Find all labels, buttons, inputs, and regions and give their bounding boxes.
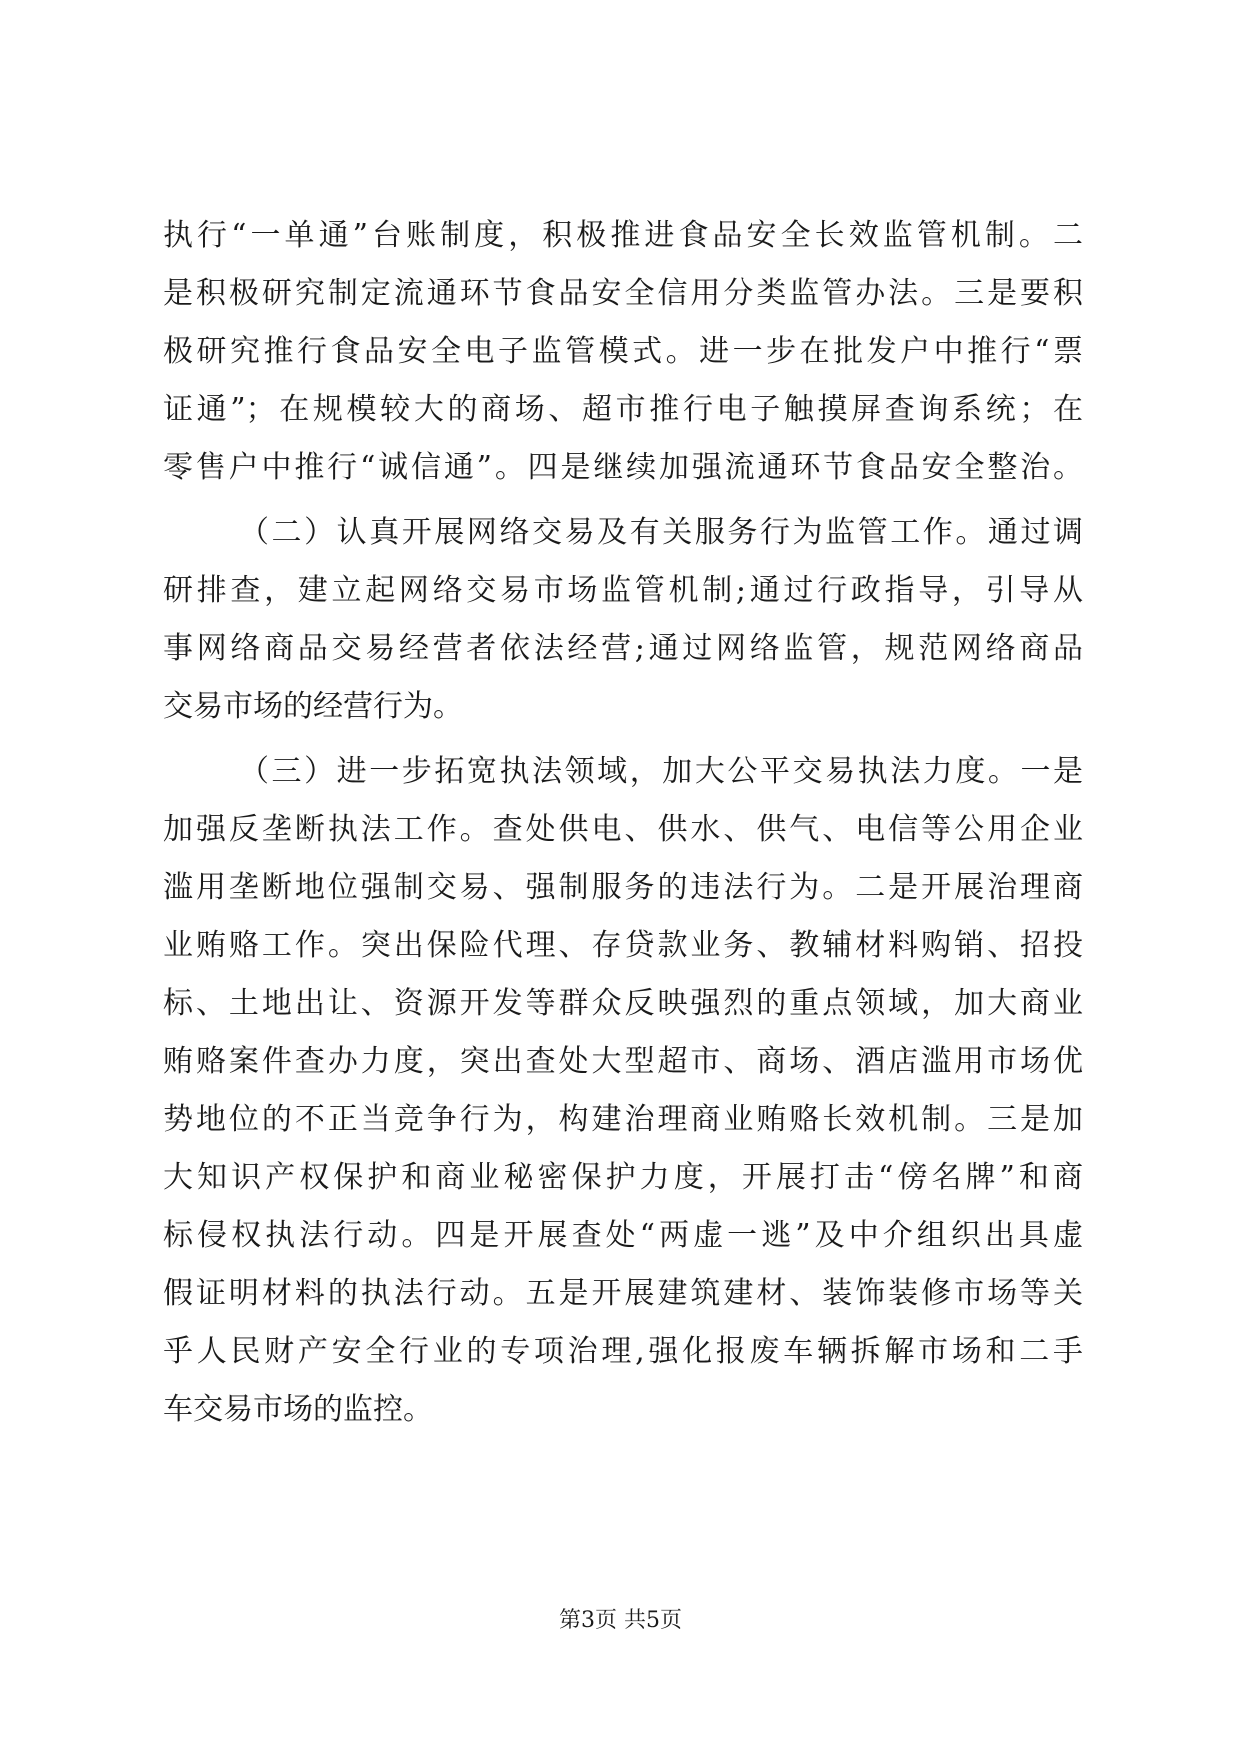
paragraph-3-line-8: 大知识产权保护和商业秘密保护力度，开展打击“傍名牌”和商 bbox=[163, 1160, 1083, 1195]
paragraph-3-line-1: （三）进一步拓宽执法领域，加大公平交易执法力度。一是 bbox=[239, 754, 1083, 789]
paragraph-3-line-2: 加强反垄断执法工作。查处供电、供水、供气、电信等公用企业 bbox=[163, 812, 1083, 847]
paragraph-2-line-4: 交易市场的经营行为。 bbox=[163, 689, 463, 724]
paragraph-3-line-12: 车交易市场的监控。 bbox=[163, 1392, 433, 1427]
paragraph-3-line-4: 业贿赂工作。突出保险代理、存贷款业务、教辅材料购销、招投 bbox=[163, 928, 1083, 963]
paragraph-3-line-5: 标、土地出让、资源开发等群众反映强烈的重点领域，加大商业 bbox=[163, 986, 1083, 1021]
paragraph-1-line-2: 是积极研究制定流通环节食品安全信用分类监管办法。三是要积 bbox=[163, 276, 1083, 311]
paragraph-1-line-5: 零售户中推行“诚信通”。四是继续加强流通环节食品安全整治。 bbox=[163, 450, 1083, 485]
paragraph-1-line-3: 极研究推行食品安全电子监管模式。进一步在批发户中推行“票 bbox=[163, 334, 1083, 369]
paragraph-2-line-2: 研排查，建立起网络交易市场监管机制;通过行政指导，引导从 bbox=[163, 573, 1083, 608]
paragraph-3-line-9: 标侵权执法行动。四是开展查处“两虚一逃”及中介组织出具虚 bbox=[163, 1218, 1083, 1253]
paragraph-1-line-4: 证通”；在规模较大的商场、超市推行电子触摸屏查询系统；在 bbox=[163, 392, 1083, 427]
paragraph-3-line-10: 假证明材料的执法行动。五是开展建筑建材、装饰装修市场等关 bbox=[163, 1276, 1083, 1311]
paragraph-3-line-11: 乎人民财产安全行业的专项治理,强化报废车辆拆解市场和二手 bbox=[163, 1334, 1083, 1369]
paragraph-1-line-1: 执行“一单通”台账制度，积极推进食品安全长效监管机制。二 bbox=[163, 218, 1083, 253]
page-footer: 第3页 共5页 bbox=[559, 1608, 682, 1633]
paragraph-2-line-3: 事网络商品交易经营者依法经营;通过网络监管，规范网络商品 bbox=[163, 631, 1083, 666]
paragraph-3-line-7: 势地位的不正当竞争行为，构建治理商业贿赂长效机制。三是加 bbox=[163, 1102, 1083, 1137]
paragraph-3-line-6: 贿赂案件查办力度，突出查处大型超市、商场、酒店滥用市场优 bbox=[163, 1044, 1083, 1079]
paragraph-2-line-1: （二）认真开展网络交易及有关服务行为监管工作。通过调 bbox=[239, 515, 1083, 550]
paragraph-3-line-3: 滥用垄断地位强制交易、强制服务的违法行为。二是开展治理商 bbox=[163, 870, 1083, 905]
